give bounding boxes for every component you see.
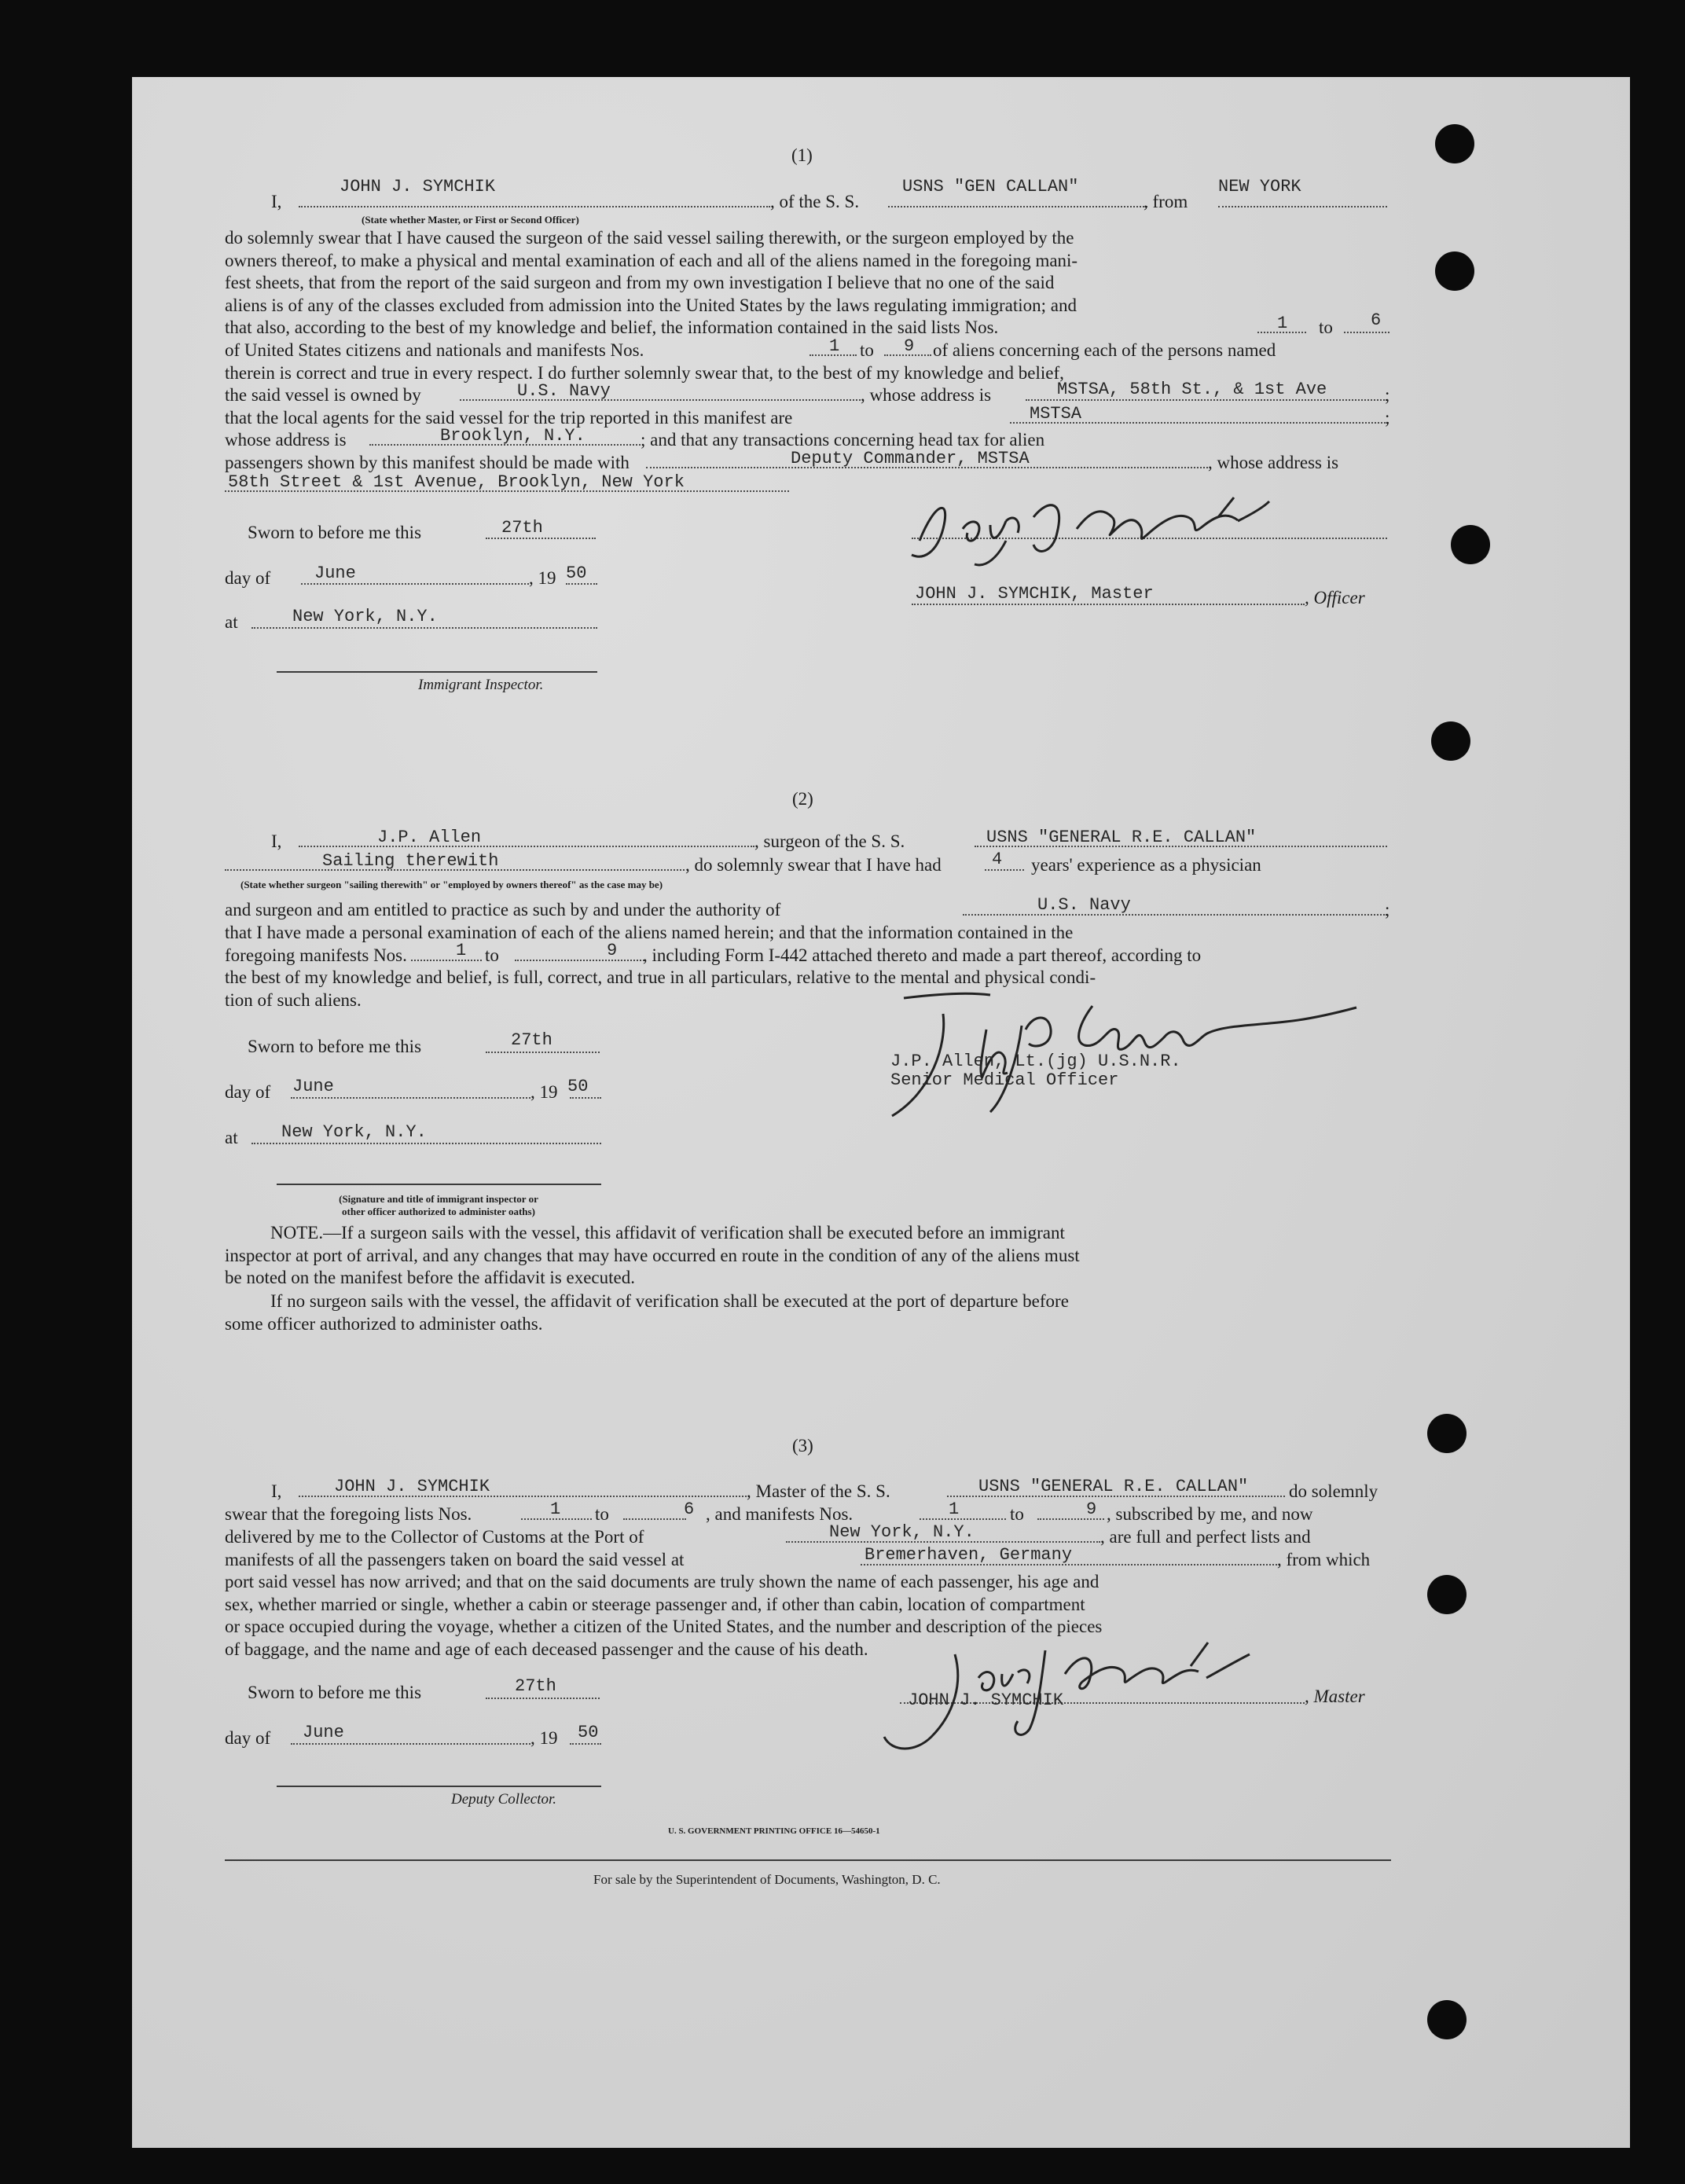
sworn-day: 27th <box>515 1676 556 1696</box>
including-text: , including Form I-442 attached thereto and made a part thereof, according to <box>643 945 1202 965</box>
foregoing-label: foregoing manifests Nos. <box>225 945 407 965</box>
day-of-label: day of <box>225 1728 271 1748</box>
to-label: to <box>485 945 499 965</box>
footer-rule <box>225 1859 1391 1861</box>
vessel-name: USNS "GENERAL R.E. CALLAN" <box>986 828 1257 847</box>
inspector-caption: other officer authorized to administer oaths) <box>342 1206 535 1217</box>
from-which-text: , from which <box>1277 1550 1371 1569</box>
binder-hole <box>1431 721 1470 761</box>
manifests-from: 1 <box>829 336 840 356</box>
from-line <box>1218 206 1387 207</box>
vessel-name: USNS "GENERAL R.E. CALLAN" <box>978 1477 1249 1496</box>
affiant-prefix: I, <box>271 1481 282 1501</box>
local-agents: MSTSA <box>1030 404 1082 424</box>
note-line: inspector at port of arrival, and any changes that may have occurred en route in the condition of any of the aliens must <box>225 1245 1080 1265</box>
section-number: (1) <box>791 145 813 165</box>
authority-label: and surgeon and am entitled to practice as such by and under the authority of <box>225 900 781 919</box>
year-prefix: , 19 <box>529 568 556 588</box>
section-number: (2) <box>792 789 813 809</box>
oath-line: that I have made a personal examination of each of the aliens named herein; and that the information contained in the <box>225 923 1074 942</box>
manifests-to: 9 <box>1086 1499 1097 1519</box>
head-tax-text: passengers shown by this manifest should be made with <box>225 453 630 472</box>
inspector-signature-line <box>277 671 597 673</box>
master-label: , Master of the S. S. <box>747 1481 890 1501</box>
surgeon-name-line <box>299 846 754 847</box>
surgeon-signer-name: J.P. Allen, Lt.(jg) U.S.N.R. <box>890 1052 1181 1071</box>
oath-line: of baggage, and the name and age of each deceased passenger and the cause of his death. <box>225 1639 868 1659</box>
lists-to: 6 <box>1371 310 1382 330</box>
agents-label: that the local agents for the said vessel for the trip reported in this manifest are <box>225 408 793 428</box>
sworn-day-line <box>486 1698 600 1699</box>
head-tax-address-label: , whose address is <box>1208 453 1339 472</box>
oath-line: or space occupied during the voyage, whether a citizen of the United States, and the number and description of the pieces <box>225 1617 1103 1636</box>
to-label: to <box>1319 318 1333 337</box>
officer-signer: JOHN J. SYMCHIK, Master <box>915 584 1154 604</box>
inspector-caption: Immigrant Inspector. <box>418 677 544 693</box>
lists-to-line <box>623 1518 686 1520</box>
note-line: NOTE.—If a surgeon sails with the vessel, this affidavit of verification shall be executed before an immigrant <box>270 1223 1065 1242</box>
to-label: to <box>595 1504 609 1524</box>
vessel-line <box>888 206 1147 207</box>
collector-signature-line <box>277 1786 601 1787</box>
officer-label: , Officer <box>1305 588 1365 607</box>
lists-from: 1 <box>550 1499 561 1519</box>
full-lists-text: , are full and perfect lists and <box>1100 1527 1311 1547</box>
oath-line: fest sheets, that from the report of the said surgeon and from my own investigation I believe that no one of the said <box>225 273 1055 292</box>
binder-hole <box>1427 1414 1467 1453</box>
note-paragraph <box>225 1290 1391 1335</box>
officer-rank-caption: (State whether Master, or First or Second Officer) <box>362 214 579 226</box>
sworn-year: 50 <box>567 1077 589 1096</box>
manifests-from-line <box>920 1518 1006 1520</box>
master-suffix: , Master <box>1305 1687 1365 1706</box>
sworn-month: June <box>303 1723 344 1742</box>
manifests-from: 1 <box>456 941 467 960</box>
sworn-day: 27th <box>501 518 543 538</box>
binder-hole <box>1435 251 1474 291</box>
swear-lists-label: swear that the foregoing lists Nos. <box>225 1504 472 1524</box>
to-label: to <box>1010 1504 1024 1524</box>
head-tax-contact: Deputy Commander, MSTSA <box>791 449 1030 468</box>
officer-name-line <box>299 206 770 207</box>
manifests-to-line <box>515 960 644 961</box>
master-name: JOHN J. SYMCHIK <box>334 1477 490 1496</box>
to-label: to <box>860 340 874 360</box>
sworn-place: New York, N.Y. <box>292 607 438 626</box>
sworn-month: June <box>292 1077 334 1096</box>
owned-label: the said vessel is owned by <box>225 385 421 405</box>
lists-to-line <box>1344 332 1389 333</box>
day-of-label: day of <box>225 1082 271 1102</box>
surgeon-signer-title: Senior Medical Officer <box>890 1070 1119 1090</box>
head-tax-text: ; and that any transactions concerning head tax for alien <box>641 430 1045 450</box>
sworn-day-line <box>486 1052 600 1053</box>
lists-to: 6 <box>684 1499 695 1519</box>
punct: ; <box>1385 385 1390 405</box>
punct: ; <box>1385 900 1390 919</box>
sailing-status: Sailing therewith <box>322 851 499 871</box>
head-tax-address: 58th Street & 1st Avenue, Brooklyn, New York <box>228 472 685 492</box>
sale-notice: For sale by the Superintendent of Documents, Washington, D. C. <box>593 1872 941 1887</box>
oath-line: that also, according to the best of my knowledge and belief, the information contained in the said lists Nos. <box>225 318 999 337</box>
printing-office: U. S. GOVERNMENT PRINTING OFFICE 16—54650-1 <box>668 1826 880 1836</box>
swear-label: , do solemnly swear that I have had <box>685 855 942 875</box>
oath-line: therein is correct and true in every respect. I do further solemnly swear that, to the best of my knowledge and belief, <box>225 363 1064 383</box>
sworn-day: 27th <box>511 1030 552 1050</box>
affiant-prefix: I, <box>271 192 282 211</box>
manifests-all-label: manifests of all the passengers taken on board the said vessel at <box>225 1550 685 1569</box>
sworn-year: 50 <box>578 1723 599 1742</box>
citizens-text: of United States citizens and nationals and manifests Nos. <box>225 340 644 360</box>
manifests-to: 9 <box>607 941 618 960</box>
oath-line: the best of my knowledge and belief, is full, correct, and true in all particulars, relative to the mental and physical condi- <box>225 967 1096 987</box>
year-prefix: , 19 <box>530 1082 558 1102</box>
master-signer: JOHN J. SYMCHIK <box>908 1690 1064 1710</box>
aliens-text: of aliens concerning each of the persons named <box>933 340 1276 360</box>
solemnly-text: do solemnly <box>1289 1481 1378 1501</box>
oath-line: tion of such aliens. <box>225 990 362 1010</box>
at-label: at <box>225 612 238 632</box>
departure-port: Bremerhaven, Germany <box>865 1545 1073 1565</box>
oath-paragraph <box>225 227 1391 317</box>
note-line: be noted on the manifest before the affidavit is executed. <box>225 1268 635 1287</box>
sworn-place: New York, N.Y. <box>281 1122 427 1142</box>
section-number: (3) <box>792 1436 813 1455</box>
officer-name: JOHN J. SYMCHIK <box>340 177 496 196</box>
vessel-owner: U.S. Navy <box>517 381 611 401</box>
note-line: If no surgeon sails with the vessel, the affidavit of verification shall be executed at the port of departure before <box>270 1291 1069 1311</box>
binder-hole <box>1427 1575 1467 1614</box>
years-experience: 4 <box>992 850 1003 869</box>
sworn-label: Sworn to before me this <box>248 1037 422 1056</box>
oath-line: sex, whether married or single, whether a cabin or steerage passenger and, if other than cabin, location of compartment <box>225 1594 1085 1614</box>
vessel-name: USNS "GEN CALLAN" <box>902 177 1079 196</box>
manifests-to: 9 <box>904 336 915 356</box>
binder-hole <box>1435 124 1474 163</box>
agent-address: Brooklyn, N.Y. <box>440 426 586 446</box>
vessel-label: , of the S. S. <box>770 192 860 211</box>
from-port: NEW YORK <box>1218 177 1301 196</box>
surgeon-status-caption: (State whether surgeon "sailing therewith" or "employed by owners thereof" as the case may be) <box>240 879 663 890</box>
sworn-label: Sworn to before me this <box>248 1683 422 1702</box>
sworn-label: Sworn to before me this <box>248 523 422 542</box>
and-manifests-label: , and manifests Nos. <box>706 1504 854 1524</box>
affiant-prefix: I, <box>271 831 282 851</box>
day-of-label: day of <box>225 568 271 588</box>
surgeon-of-label: , surgeon of the S. S. <box>754 831 905 851</box>
inspector-signature-line <box>277 1184 601 1185</box>
year-prefix: , 19 <box>530 1728 558 1748</box>
delivered-label: delivered by me to the Collector of Customs at the Port of <box>225 1527 644 1547</box>
at-label: at <box>225 1128 238 1147</box>
agent-address-label: whose address is <box>225 430 347 450</box>
manifests-from: 1 <box>949 1499 960 1519</box>
oath-line: owners thereof, to make a physical and mental examination of each and all of the aliens named in the foregoing mani- <box>225 250 1078 270</box>
inspector-caption: (Signature and title of immigrant inspector or <box>339 1193 538 1205</box>
manifests-from-line <box>411 960 482 961</box>
arrival-port: New York, N.Y. <box>829 1522 975 1542</box>
sworn-year: 50 <box>566 563 587 583</box>
owner-address: MSTSA, 58th St., & 1st Ave <box>1057 380 1327 399</box>
note-paragraph <box>225 1222 1391 1290</box>
note-line: some officer authorized to administer oaths. <box>225 1313 543 1334</box>
punct: ; <box>1385 408 1390 428</box>
oath-line: do solemnly swear that I have caused the surgeon of the said vessel sailing therewith, or the surgeon employed by the <box>225 228 1074 248</box>
surgeon-name: J.P. Allen <box>377 828 482 847</box>
authority-line <box>963 914 1387 916</box>
oath-line: aliens is of any of the classes excluded from admission into the United States by the laws regulating immigration; and <box>225 295 1077 315</box>
binder-hole <box>1451 525 1490 564</box>
sworn-month: June <box>314 563 356 583</box>
oath-line: port said vessel has now arrived; and that on the said documents are truly shown the name of each passenger, his age and <box>225 1572 1099 1591</box>
collector-caption: Deputy Collector. <box>451 1791 557 1808</box>
years-line <box>985 869 1024 871</box>
owner-address-label: , whose address is <box>861 385 992 405</box>
from-label: , from <box>1144 192 1188 211</box>
experience-label: years' experience as a physician <box>1031 855 1261 875</box>
officer-signature <box>888 486 1328 572</box>
authority: U.S. Navy <box>1037 895 1131 915</box>
subscribed-text: , subscribed by me, and now <box>1107 1504 1313 1524</box>
lists-from: 1 <box>1277 314 1288 333</box>
binder-hole <box>1427 2000 1467 2039</box>
